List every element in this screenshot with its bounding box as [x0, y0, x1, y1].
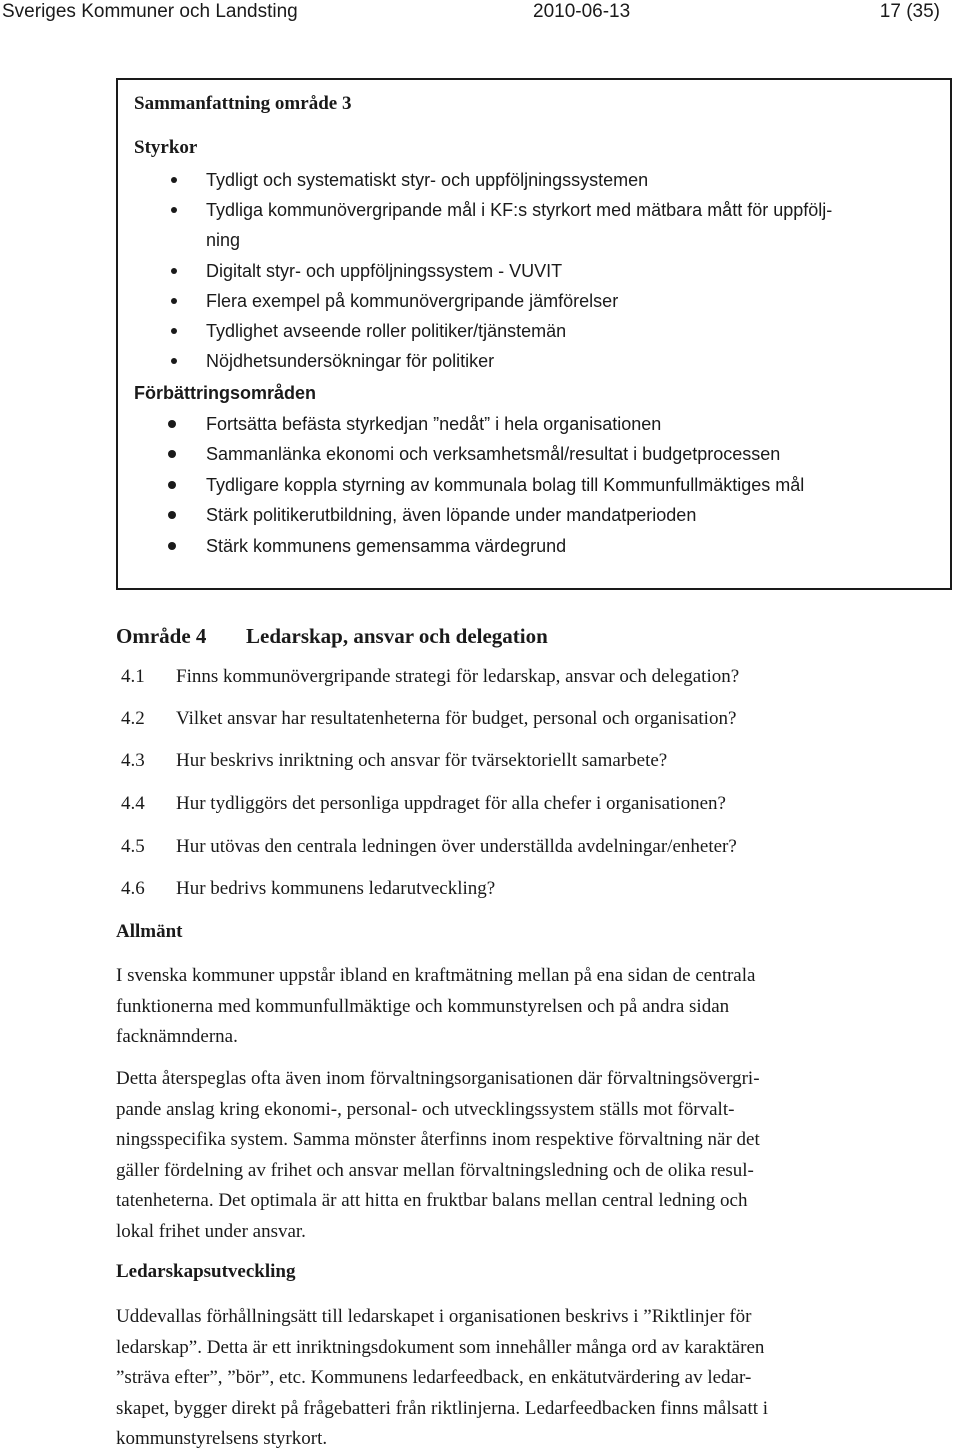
strength-item: Digitalt styr- och uppföljningssystem - VUVIT	[206, 261, 563, 281]
paragraph-line: Uddevallas förhållningsätt till ledarskapet i organisationen beskrivs i ”Riktlinjer för	[116, 1306, 752, 1327]
bullet-icon	[168, 450, 176, 458]
bullet-icon	[171, 207, 177, 213]
general-heading: Allmänt	[116, 921, 183, 942]
general-paragraph-1	[116, 961, 906, 1053]
bullet-icon	[168, 481, 176, 489]
improvement-item: Stärk politikerutbildning, även löpande under mandatperioden	[206, 505, 697, 525]
question-number: 4.4	[121, 793, 145, 814]
bullet-icon	[171, 268, 177, 274]
strength-item-continued: ning	[206, 230, 241, 250]
summary-title: Sammanfattning område 3	[134, 93, 352, 114]
leadership-heading: Ledarskapsutveckling	[116, 1261, 296, 1282]
bullet-icon	[168, 511, 176, 519]
section-number: Område 4	[116, 624, 207, 648]
strength-item: Tydliga kommunövergripande mål i KF:s styrkort med mätbara mått för uppfölj-	[206, 200, 833, 220]
improvement-item: Stärk kommunens gemensamma värdegrund	[206, 536, 567, 556]
page-header	[0, 0, 960, 26]
strength-item: Tydligt och systematiskt styr- och uppföljningssystemen	[206, 170, 649, 190]
bullet-icon	[171, 328, 177, 334]
bullet-icon	[168, 420, 176, 428]
question-text: Hur utövas den centrala ledningen över underställda avdelningar/enheter?	[176, 836, 737, 857]
paragraph-line: funktionerna med kommunfullmäktige och kommunstyrelsen och på andra sidan	[116, 995, 730, 1017]
question-number: 4.6	[121, 878, 145, 899]
bullet-icon	[171, 177, 177, 183]
strengths-heading: Styrkor	[134, 137, 198, 158]
improvement-item: Tydligare koppla styrning av kommunala bolag till Kommunfullmäktiges mål	[206, 475, 805, 495]
question-text: Hur bedrivs kommunens ledarutveckling?	[176, 878, 496, 899]
paragraph-line: lokal frihet under ansvar.	[116, 1220, 306, 1242]
paragraph-line: kommunstyrelsens styrkort.	[116, 1428, 328, 1450]
general-paragraph-2	[116, 1064, 906, 1248]
strength-item: Nöjdhetsundersökningar för politiker	[206, 351, 495, 371]
bullet-icon	[168, 542, 176, 550]
header-page-number: 17 (35)	[879, 1, 940, 22]
question-text: Hur tydliggörs det personliga uppdraget för alla chefer i organisationen?	[176, 793, 726, 814]
paragraph-line: ningsspecifika system. Samma mönster återfinns inom respektive förvaltning när det	[116, 1129, 760, 1151]
question-text: Hur beskrivs inriktning och ansvar för tvärsektoriellt samarbete?	[176, 750, 668, 771]
paragraph-line: tatenheterna. Det optimala är att hitta en fruktbar balans mellan central ledning och	[116, 1190, 748, 1212]
leadership-paragraph	[116, 1302, 906, 1455]
paragraph-line: I svenska kommuner uppstår ibland en kraftmätning mellan på ena sidan de centrala	[116, 965, 756, 986]
question-text: Finns kommunövergripande strategi för ledarskap, ansvar och delegation?	[176, 666, 740, 687]
header-date: 2010-06-13	[533, 1, 631, 22]
paragraph-line: pande anslag kring ekonomi-, personal- och utvecklingssystem ställs mot förvalt-	[116, 1098, 735, 1120]
improvement-item: Sammanlänka ekonomi och verksamhetsmål/resultat i budgetprocessen	[206, 444, 781, 464]
header-organization: Sveriges Kommuner och Landsting	[2, 1, 298, 22]
bullet-icon	[171, 358, 177, 364]
question-number: 4.5	[121, 836, 145, 857]
strength-item: Flera exempel på kommunövergripande jämförelser	[206, 291, 619, 311]
paragraph-line: ledarskap”. Detta är ett inriktningsdokument som innehåller många ord av karaktären	[116, 1336, 765, 1358]
paragraph-line: facknämnderna.	[116, 1026, 238, 1048]
section-title: Ledarskap, ansvar och delegation	[246, 624, 548, 648]
improvement-item: Fortsätta befästa styrkedjan ”nedåt” i hela organisationen	[206, 414, 662, 434]
paragraph-line: ”sträva efter”, ”bör”, etc. Kommunens ledarfeedback, en enkätutvärdering av ledar-	[116, 1367, 752, 1389]
paragraph-line: skapet, bygger direkt på frågebatteri från riktlinjerna. Ledarfeedbacken finns målsatt i	[116, 1397, 769, 1419]
bullet-icon	[171, 298, 177, 304]
paragraph-line: Detta återspeglas ofta även inom förvaltningsorganisationen där förvaltningsövergri-	[116, 1068, 760, 1089]
strength-item: Tydlighet avseende roller politiker/tjänstemän	[206, 321, 567, 341]
paragraph-line: gäller fördelning av frihet och ansvar mellan förvaltningsledning och de olika resul-	[116, 1159, 754, 1181]
question-number: 4.1	[121, 666, 145, 687]
question-number: 4.2	[121, 708, 145, 729]
question-number: 4.3	[121, 750, 145, 771]
improvements-heading: Förbättringsområden	[134, 383, 317, 403]
question-text: Vilket ansvar har resultatenheterna för budget, personal och organisation?	[176, 708, 737, 729]
